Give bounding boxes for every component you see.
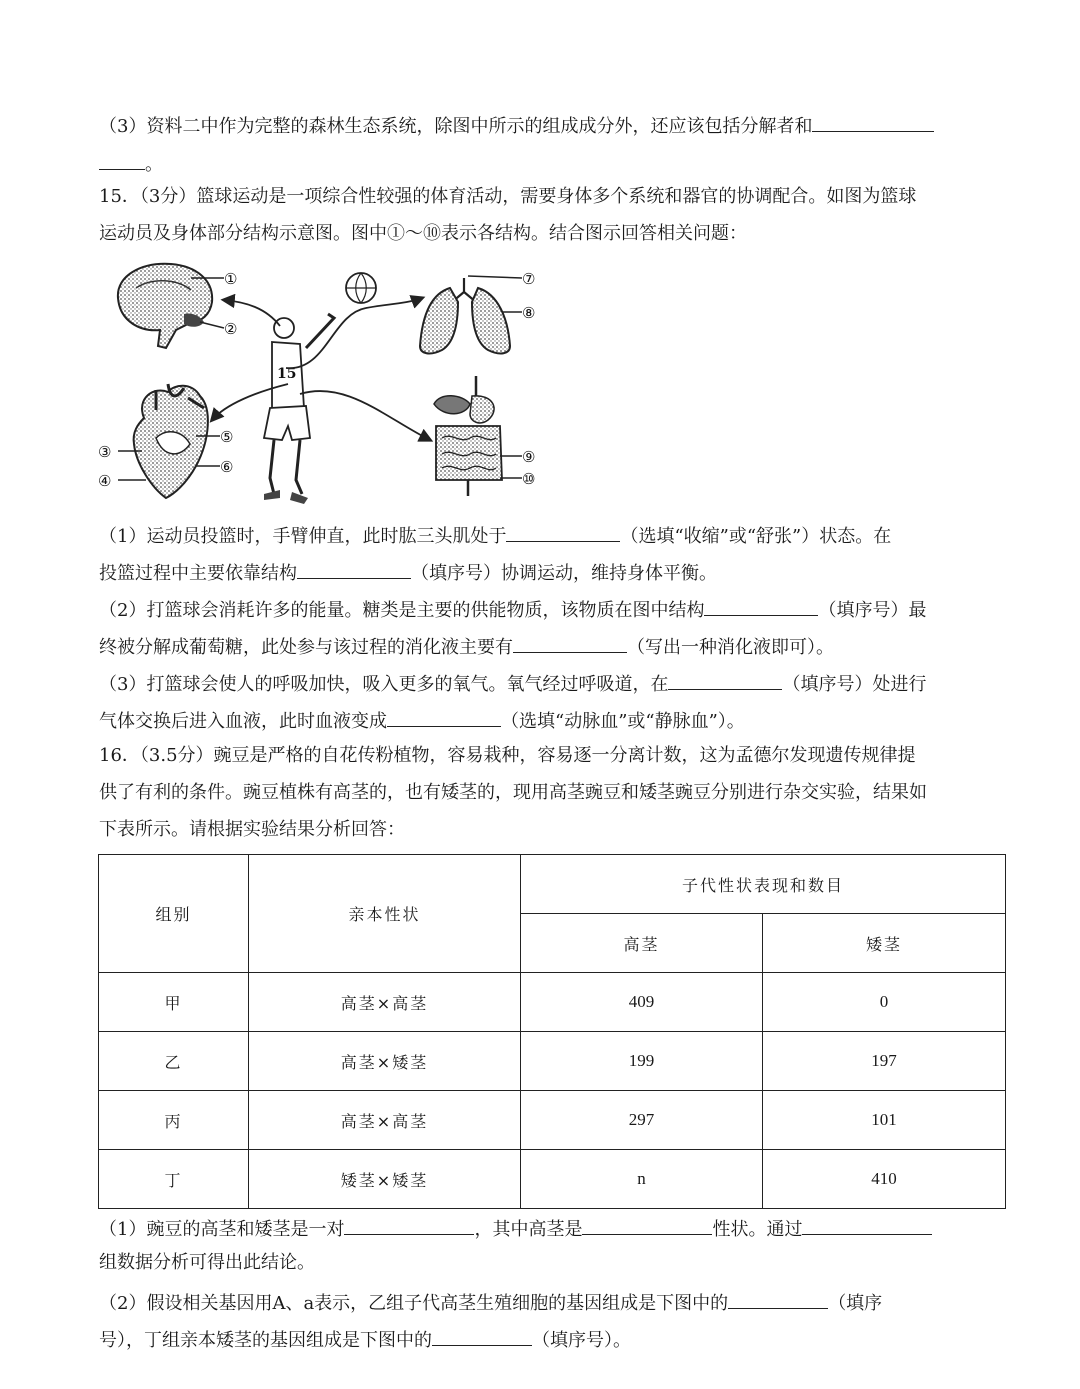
- answer-blank[interactable]: [387, 706, 501, 727]
- cell-short: 197: [763, 1032, 1006, 1091]
- q16-part2-line1: [99, 1288, 882, 1316]
- q15-part2-line1: [99, 595, 926, 623]
- q15-part3-text3: 气体交换后进入血液，此时血液变成: [99, 711, 387, 732]
- cell-short: 410: [763, 1150, 1006, 1209]
- q15-part3-text4: （选填“动脉血”或“静脉血”）。: [501, 711, 745, 732]
- q15-part1-line2: [99, 558, 717, 586]
- q16-part2-text: （2）假设相关基因用A、a表示，乙组子代高茎生殖细胞的基因组成是下图中的: [99, 1293, 729, 1314]
- answer-blank[interactable]: [506, 521, 620, 542]
- table-row: [99, 1091, 1006, 1150]
- header-group: 组别: [99, 855, 249, 973]
- q16-part2-text2: （填序: [828, 1293, 883, 1314]
- q15-part2-line2: [99, 632, 834, 660]
- cell-tall: n: [521, 1150, 763, 1209]
- q15-part1-line1: [99, 521, 891, 549]
- q15-stem-line2: 运动员及身体部分结构示意图。图中①～⑩表示各结构。结合图示回答相关问题：: [99, 223, 747, 244]
- q16-part1-line1: [99, 1214, 932, 1242]
- cell-tall: 409: [521, 973, 763, 1032]
- cell-group: 丙: [99, 1091, 249, 1150]
- q16-stem-line3: 下表所示。请根据实验结果分析回答：: [99, 819, 405, 840]
- player-illustration: [264, 314, 334, 504]
- answer-blank[interactable]: [99, 149, 145, 170]
- answer-blank[interactable]: [582, 1214, 712, 1235]
- header-offspring: 子代性状表现和数目: [521, 855, 1006, 914]
- jersey-number: 15: [277, 366, 297, 382]
- q16-stem-line1: 16．（3.5分）豌豆是严格的自花传粉植物，容易栽种，容易逐一分离计数，这为孟德尔发现遗传规律提: [99, 745, 916, 766]
- q15-part3-line1: [99, 669, 926, 697]
- label-4: ④: [98, 472, 112, 490]
- results-table: [98, 854, 1006, 1209]
- answer-blank[interactable]: [704, 595, 818, 616]
- q15-part3-text: （3）打篮球会使人的呼吸加快，吸入更多的氧气。氧气经过呼吸道，在: [99, 674, 669, 695]
- table-row: [99, 973, 1006, 1032]
- label-3: ③: [98, 443, 112, 461]
- label-6: ⑥: [220, 458, 234, 476]
- q15-part2-text: （2）打篮球会消耗许多的能量。糖类是主要的供能物质，该物质在图中结构: [99, 600, 705, 621]
- basketball-player-figure: [96, 258, 556, 514]
- q15-part3-line2: [99, 706, 745, 734]
- q15-part1-text3: （填序号）协调运动，维持身体平衡。: [411, 563, 717, 584]
- label-2: ②: [224, 320, 238, 338]
- brain-illustration: [118, 264, 224, 348]
- q15-part1-text: （1）运动员投篮时，手臂伸直，此时肱三头肌处于: [99, 526, 507, 547]
- q14-part3-line1: [99, 111, 934, 139]
- answer-blank[interactable]: [513, 632, 627, 653]
- label-8: ⑧: [522, 304, 536, 322]
- answer-blank[interactable]: [728, 1288, 828, 1309]
- answer-blank[interactable]: [668, 669, 782, 690]
- digestive-system-illustration: [434, 376, 522, 496]
- answer-blank[interactable]: [812, 111, 934, 132]
- answer-blank[interactable]: [297, 558, 411, 579]
- label-10: ⑩: [522, 470, 536, 488]
- q15-part1-option: （选填“收缩”或“舒张”）状态。在: [620, 526, 892, 547]
- cell-tall: 297: [521, 1091, 763, 1150]
- label-7: ⑦: [522, 270, 536, 288]
- table-row: [99, 1032, 1006, 1091]
- label-1: ①: [224, 270, 238, 288]
- q14-part3-end: 。: [145, 154, 163, 175]
- answer-blank[interactable]: [802, 1214, 932, 1235]
- cell-tall: 199: [521, 1032, 763, 1091]
- cell-short: 101: [763, 1091, 1006, 1150]
- lungs-illustration: [420, 276, 522, 353]
- q14-part3-line2: [99, 149, 163, 177]
- basketball-icon: [346, 273, 376, 303]
- q15-part1-text2: 投篮过程中主要依靠结构: [99, 563, 297, 584]
- label-9: ⑨: [522, 448, 536, 466]
- header-short: 矮茎: [763, 914, 1006, 973]
- table-row: [99, 1150, 1006, 1209]
- label-5: ⑤: [220, 428, 234, 446]
- answer-blank[interactable]: [432, 1325, 532, 1346]
- q16-part2-line2: [99, 1325, 631, 1353]
- header-parent: 亲本性状: [249, 855, 521, 973]
- cell-group: 甲: [99, 973, 249, 1032]
- q15-part2-text3: 终被分解成葡萄糖，此处参与该过程的消化液主要有: [99, 637, 513, 658]
- q14-part3-text: （3）资料二中作为完整的森林生态系统，除图中所示的组成成分外，还应该包括分解者和: [99, 116, 813, 137]
- q16-part1-text3: 性状。通过: [712, 1219, 803, 1240]
- cell-parent: 高茎×高茎: [249, 973, 521, 1032]
- q16-part2-text3: 号），丁组亲本矮茎的基因组成是下图中的: [99, 1330, 432, 1351]
- cell-group: 丁: [99, 1150, 249, 1209]
- cell-short: 0: [763, 973, 1006, 1032]
- heart-illustration: [118, 384, 220, 498]
- q16-part1-text2: ，其中高茎是: [474, 1219, 583, 1240]
- cell-parent: 矮茎×矮茎: [249, 1150, 521, 1209]
- q16-part2-text4: （填序号）。: [532, 1330, 631, 1351]
- q15-part2-text4: （写出一种消化液即可）。: [627, 637, 834, 658]
- header-tall: 高茎: [521, 914, 763, 973]
- cell-parent: 高茎×矮茎: [249, 1032, 521, 1091]
- q15-part2-text2: （填序号）最: [818, 600, 927, 621]
- q16-part1-line2: 组数据分析可得出此结论。: [99, 1252, 315, 1273]
- answer-blank[interactable]: [344, 1214, 474, 1235]
- q16-stem-line2: 供了有利的条件。豌豆植株有高茎的，也有矮茎的，现用高茎豌豆和矮茎豌豆分别进行杂交实验，结果如: [99, 782, 927, 803]
- q15-part3-text2: （填序号）处进行: [782, 674, 927, 695]
- cell-group: 乙: [99, 1032, 249, 1091]
- q16-part1-text: （1）豌豆的高茎和矮茎是一对: [99, 1219, 345, 1240]
- q15-stem-line1: 15．（3分）篮球运动是一项综合性较强的体育活动，需要身体多个系统和器官的协调配合。如图为篮球: [99, 186, 917, 207]
- cell-parent: 高茎×高茎: [249, 1091, 521, 1150]
